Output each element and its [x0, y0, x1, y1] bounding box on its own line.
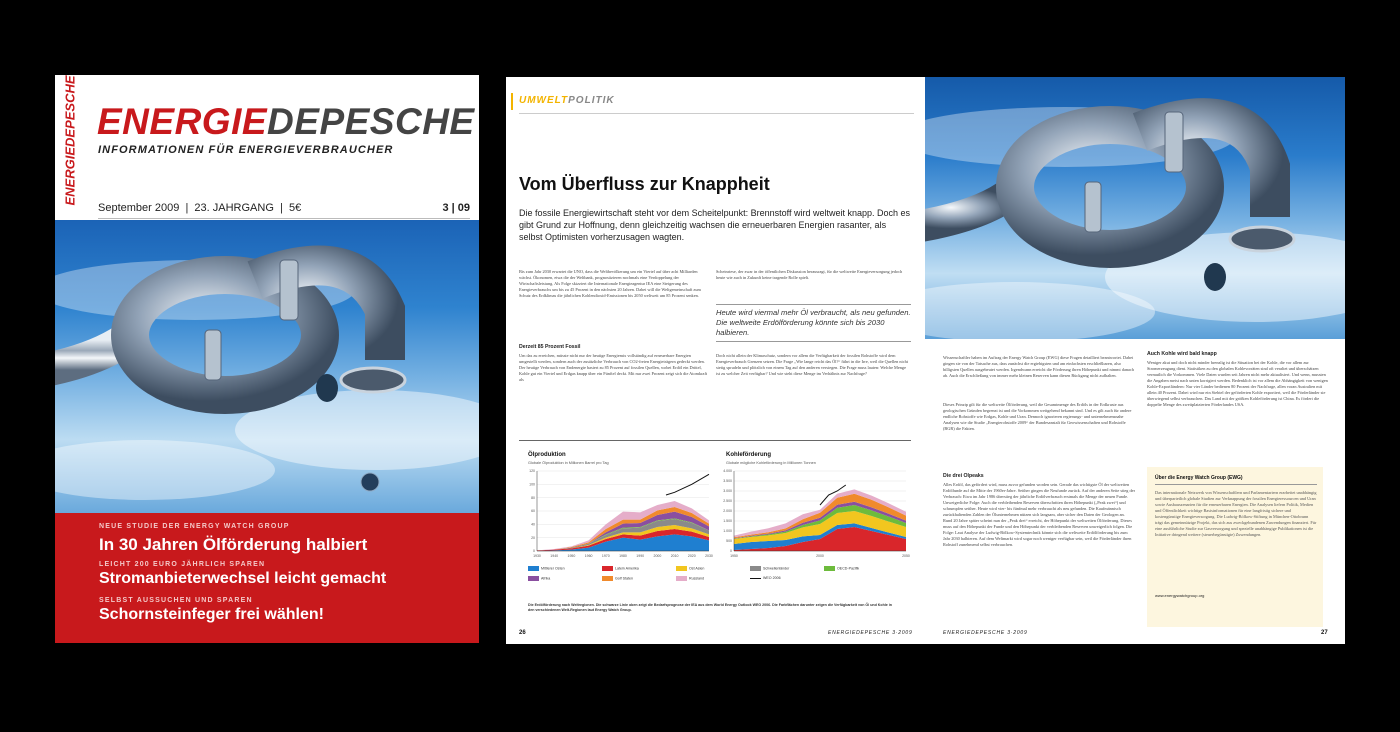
right-col1-paragraph-1: Wissenschaftler haben im Auftrag der Energy Watch Group (EWG) diese Fragen detailliert beantwortet. Dabei gingen sie von der Tatsache aus, dass zunächst die ergiebigsten und am einfachsten erschließbaren, also billigsten Quellen ausgebeutet werden. Irgendwann erreicht die Förderung ihren Höhepunkt und nimmt danach ab. Auch die Erschließung von immer mehr kleinen Reserven kann diesen Rückgang nicht aufhalten.	[943, 355, 1134, 378]
oil-chart-x-tick-label: 1930	[533, 554, 541, 558]
coal-chart-y-tick-label: 2.000	[723, 509, 732, 514]
rubric-label	[519, 95, 615, 106]
col2-paragraph-2: Doch nicht allein der Klimaschutz, sondern vor allem die Verfügbarkeit der fossilen Rohstoffe wird dem Energieverbrauch Grenzen setzen. Die Frage „Wie lange reicht das Öl?“ führt in die Irre, weil die Quellen nicht stetig sprudeln und plötzlich von einem Tag auf den anderen versiegen. Die Frage muss lauten: Welche Menge ist zu welcher Zeit verfügbar? Und wie steht diese Menge im Verhältnis zur Nachfrage?	[716, 353, 908, 376]
right-col1-paragraph-2: Dieses Prinzip gilt für die weltweite Ölförderung, weil die Gesamtmenge des Erdöls in der Erdkruste aus geologischen Gründen begrenzt ist und die Vorkommen weitgehend bekannt sind. Und es gilt auch für andere endliche Rohstoffe wie Erdgas, Kohle und Uran. Dennoch ignorieren regierungs- und unternehmensnahe Analysen wie die Studie „Energierohstoffe 2009“ der Bundesanstalt für Geowissenschaften und Rohstoffe (BGR) die Fakten.	[943, 402, 1132, 431]
oil-chart-y-tick-label: 20	[531, 535, 535, 540]
cover-kicker-1: NEUE STUDIE DER ENERGY WATCH GROUP	[99, 523, 290, 530]
coal-chart-x-tick-label: 2000	[816, 554, 824, 558]
legend-label: OECD-Pazifik	[837, 566, 860, 571]
legend-item	[676, 576, 704, 581]
legend-label: Mittlerer Osten	[541, 566, 565, 571]
cover-headline-1: In 30 Jahren Ölförderung halbiert	[99, 535, 368, 554]
coal-chart-x-tick-label: 1950	[730, 554, 738, 558]
legend-label: Latein Amerika	[615, 566, 639, 571]
cover-kicker-3: SELBST AUSSUCHEN UND SPAREN	[99, 597, 253, 604]
legend-swatch	[676, 576, 687, 581]
coal-chart-y-tick-label: 2.500	[723, 499, 732, 504]
oil-chart-x-tick-label: 2030	[705, 554, 713, 558]
cover-side-strip	[55, 75, 85, 225]
oil-chart-demand-line	[666, 474, 709, 495]
coal-chart-y-tick-label: 3.000	[723, 489, 732, 494]
right-col2-subheading-text: Auch Kohle wird bald knapp	[1147, 351, 1217, 357]
oil-chart-y-tick-label: 80	[531, 495, 535, 500]
oil-chart-x-tick-label: 2000	[653, 554, 662, 558]
rubric-rule	[519, 113, 914, 114]
right-col1-subheading	[943, 473, 1135, 481]
legend-swatch	[528, 576, 539, 581]
oil-chart-x-tick-label: 1960	[584, 554, 593, 558]
page-number-right: 27	[1321, 630, 1328, 636]
legend-item	[750, 566, 789, 571]
cover-headline-2: Stromanbieterwechsel leicht gemacht	[99, 570, 387, 587]
legend-label: WEO 2006	[763, 576, 781, 580]
coal-chart-y-tick-label: 3.500	[723, 479, 732, 484]
article-title: Vom Überfluss zur Knappheit	[519, 174, 770, 194]
coal-chart-y-tick-label: 0	[730, 549, 732, 554]
coal-chart-x-tick-label: 2050	[902, 554, 910, 558]
col1-paragraph-1: Bis zum Jahr 2030 erwartet die UNO, dass die Weltbevölkerung um ein Viertel auf über acht Milliarden wächst. Ökonomen, etwa die der Weltbank, prognostizieren nochmals eine Verdoppelung der Wirtschaftsleistung. Als Folge skizziert die Internationale Energieagentur IEA eine Steigerung des Energieverbrauchs um bis zu 45 Prozent in den nächsten 20 Jahren. Dabei will die Weltgemeinschaft zum Schutz des Erdklimas die jährlichen Kohlendioxid-Emissionen bis 2050 weltweit um 85 Prozent senken.	[519, 269, 701, 298]
running-footer-right: ENERGIEDEPESCHE 3·2009	[943, 630, 1028, 636]
cover-photo-pipe	[55, 220, 479, 513]
chart-section-rule	[519, 440, 911, 441]
oil-chart-y-tick-label: 0	[533, 549, 535, 554]
coal-chart-subtitle: Globale mögliche Kohleförderung in Millionen Tonnen	[726, 461, 816, 465]
coal-chart-y-tick-label: 4.000	[723, 469, 732, 474]
chart-footnote: Die Erdölförderung nach Weltregionen. Die schwarze Linie oben zeigt die Bedarfsprognose der IEA aus dem World Energy Outlook WEO 2006. Die Farbflächen darunter zeigen die Verfügbarkeit von Öl und Kohle in den verschiedenen Welt-Regionen laut Energy Watch Group.	[528, 603, 892, 612]
col1-paragraph-2: Um das zu erreichen, müsste nicht nur der heutige Energiemix vollständig auf erneuerbare Energien umgestellt werden, sondern auch der zusätzliche Verbrauch von CO2-freien Energieträgern gedeckt werden. Der heutige Verbrauch von Endenergie basiert zu 85 Prozent auf fossilen Quellen, wobei Erdöl ein Drittel, Kohle gut ein Viertel und Erdgas knapp über ein Fünftel deckt. Mit nur zwei Prozent zeigt sich die Atomkraft als	[519, 353, 708, 382]
info-box-url: www.energywatchgroup.org	[1155, 593, 1205, 598]
info-box-rule	[1155, 484, 1317, 485]
oil-production-chart	[521, 463, 716, 563]
right-col2-subheading	[1147, 351, 1329, 359]
oil-chart-x-tick-label: 1940	[550, 554, 559, 558]
legend-item	[750, 576, 781, 580]
pull-quote: Heute wird viermal mehr Öl verbraucht, als neu gefunden. Die weltweite Erdölförderung könnte sich bis 2030 halbieren.	[716, 304, 911, 342]
oil-chart-x-tick-label: 2010	[670, 554, 679, 558]
page-number-left: 26	[519, 630, 526, 636]
coal-chart-y-tick-label: 1.500	[723, 519, 732, 524]
legend-item	[528, 566, 565, 571]
cover-kicker-2: LEICHT 200 EURO JÄHRLICH SPAREN	[99, 561, 266, 568]
oil-chart-x-tick-label: 2020	[687, 554, 696, 558]
legend-label: Golf Staten	[615, 576, 633, 581]
magazine-cover	[55, 75, 479, 643]
spread-left-page	[506, 77, 925, 644]
right-col1-paragraph-3: Alles Erdöl, das gefördert wird, muss zuvor gefunden worden sein. Gerade das wichtigste Öl der weltweiten Erdölfunde auf die Mitte der 1960er-Jahre. Seither gingen die Neufunde zurück. Auf der anderen Seite stieg der Verbrauch: Etwa im Jahr 1986 überstieg der jährliche Erdölverbrauch erstmals die Menge der neuen Funde. Unweigerliche Folge: Auch die verbleibenden Reserven überschritten ihren Höhepunkt („Peak zwei“) und schrumpfen seither. Heute wird vier- bis fünfmal mehr verbraucht als neu gefunden. Die Kaufmännisch zurückhaltenden Zahlen der Ölunternehmen nützen sich langsam, aber sicher den Daten der Geologen an. Rund 20 Jahre später scheint nun der „Peak drei“ erreicht, der Höhepunkt der weltweiten Ölförderung. Dieses muss auf den Höhepunkt der Funde und den Höhepunkt der verbleibenden Reserven unweigerlich folgen. Die Folge: Laut Analyse der Ludwig-Bölkow-Systemtechnik könnte sich die weltweite Erdölförderung bis zum Jahr 2030 halbieren. Auf dem Weltmarkt wird sogar noch weniger verfügbar sein, weil die Förderländer ihren Rohstoff zunehmend selbst verbrauchen.	[943, 482, 1135, 547]
col1-subheading	[519, 344, 709, 352]
legend-label: Ost Asien	[689, 566, 705, 571]
oil-chart-x-tick-label: 1990	[636, 554, 645, 558]
pipe-illustration	[55, 220, 479, 513]
legend-label: Russland	[689, 576, 704, 581]
info-box-text: Das internationale Netzwerk von Wissenschaftlern und Parlamentariern erarbeitet unabhängig und überparteilich globale Studien zur Verknappung der fossilen Energieressourcen und Uran sowie Ausbauszenarien für die erneuerbaren Energien. Die Analysen liefern Politik, Medien und Öffentlichkeit wichtige Basisinformationen für eine langfristig sichere und kostengünstige Energieversorgung. Die Ludwig-Bölkow-Stiftung in München-Ottobrunn trägt das gemeinnützige Projekt, das sich aus zweckgebundenen Zuwendungen finanziert. Für eine ausführliche Studie zur Gasversorgung und spezielle unabhängige Publikationen ist die Initiative dringend weitere (steuerbegünstigte) Zuwendungen.	[1155, 490, 1317, 537]
legend-item	[824, 566, 859, 571]
cover-masthead	[97, 101, 475, 143]
oil-chart-title: Ölproduktion	[528, 452, 566, 458]
cover-issue-line	[98, 202, 470, 214]
legend-swatch	[602, 576, 613, 581]
rubric-part1: UMWELT	[519, 95, 569, 106]
coal-chart-title: Kohleförderung	[726, 452, 771, 458]
masthead-part2: DEPESCHE	[267, 101, 475, 142]
cover-divider	[98, 218, 470, 219]
article-lead: Die fossile Energiewirtschaft steht vor dem Scheitelpunkt: Brennstoff wird weltweit knapp. Doch es gibt Grund zur Hoffnung, denn gleichzeitig wachsen die erneuerbaren Energien rasanter, als selbst Optimisten vorherzusagen wagten.	[519, 208, 911, 242]
masthead-part1: ENERGIE	[97, 101, 268, 142]
col1-subheading-text: Derzeit 85 Prozent Fossil	[519, 344, 581, 350]
cover-headline-3: Schornsteinfeger frei wählen!	[99, 606, 324, 623]
legend-swatch	[824, 566, 835, 571]
legend-swatch	[676, 566, 687, 571]
cover-headline-panel	[55, 513, 479, 643]
cover-tagline: INFORMATIONEN FÜR ENERGIEVERBRAUCHER	[98, 144, 394, 156]
oil-chart-y-tick-label: 60	[531, 509, 535, 514]
legend-swatch	[750, 578, 761, 579]
pipe-illustration-2	[925, 77, 1345, 339]
oil-chart-x-tick-label: 1980	[619, 554, 627, 558]
legend-swatch	[750, 566, 761, 571]
oil-chart-y-tick-label: 40	[531, 522, 535, 527]
oil-chart-subtitle: Globale Ölproduktion in Millionen Barrel pro Tag	[528, 461, 609, 465]
article-photo-pipe	[925, 77, 1345, 339]
legend-label: Schwellenländer	[763, 566, 790, 571]
coal-production-chart	[718, 463, 913, 563]
cover-side-label: ENERGIEDEPESCHE	[62, 75, 78, 206]
cover-issue-number: 3 | 09	[442, 202, 470, 214]
oil-chart-y-tick-label: 100	[529, 482, 535, 487]
legend-swatch	[602, 566, 613, 571]
legend-item	[602, 576, 633, 581]
col2-paragraph-1: Scheinriese, der zwar in der öffentlichen Diskussion herausragt, für die weltweite Energieversorgung jedoch heute wie auch in Zukunft keine tragende Rolle spielt.	[716, 269, 903, 280]
legend-item	[602, 566, 639, 571]
running-footer-left: ENERGIEDEPESCHE 3·2009	[828, 630, 913, 636]
right-col2-paragraph-1: Weniger akut und doch nicht minder brenzlig ist die Situation bei der Kohle, die vor allem zur Stromerzeugung dient. Statistiken zu den globalen Kohlevorräten sind oft veraltet und überschätzen vermutlich die Vorkommen. Viele Daten wurden seit Jahren nicht mehr aktualisiert. Und wenn, mussten die Angaben meist nach unten korrigiert werden. Bedenklich ist vor allem die Abhängigkeit von wenigen Kohle-Exportländern: Nur vier Länder bedienen 80 Prozent der Nachfrage, allen voran Australien mit allein 40 Prozent. Dabei wird nur ein Siebtel der geförderten Kohle exportiert, weil die Förderländer sie überwiegend selbst verbrauchen. Das Land mit der größten Kohleförderung ist China. Es fördert die doppelte Menge des zweitplatzierten Förderlandes USA.	[1147, 360, 1328, 407]
spread-right-page	[925, 77, 1345, 644]
legend-item	[676, 566, 704, 571]
oil-chart-y-tick-label: 120	[529, 469, 535, 474]
right-col1-subheading-text: Die drei Ölpeaks	[943, 473, 984, 479]
rubric-part2: POLITIK	[568, 95, 615, 106]
info-box-title: Über die Energy Watch Group (EWG)	[1155, 475, 1243, 481]
legend-label: Afrika	[541, 576, 551, 581]
oil-chart-x-tick-label: 1970	[601, 554, 610, 558]
rubric-accent-bar	[511, 93, 513, 110]
legend-swatch	[528, 566, 539, 571]
coal-chart-y-tick-label: 1.000	[723, 529, 732, 534]
coal-chart-y-tick-label: 500	[726, 539, 732, 544]
cover-issue-info: September 2009 | 23. JAHRGANG | 5€	[98, 202, 302, 214]
oil-chart-x-tick-label: 1950	[567, 554, 576, 558]
legend-item	[528, 576, 550, 581]
